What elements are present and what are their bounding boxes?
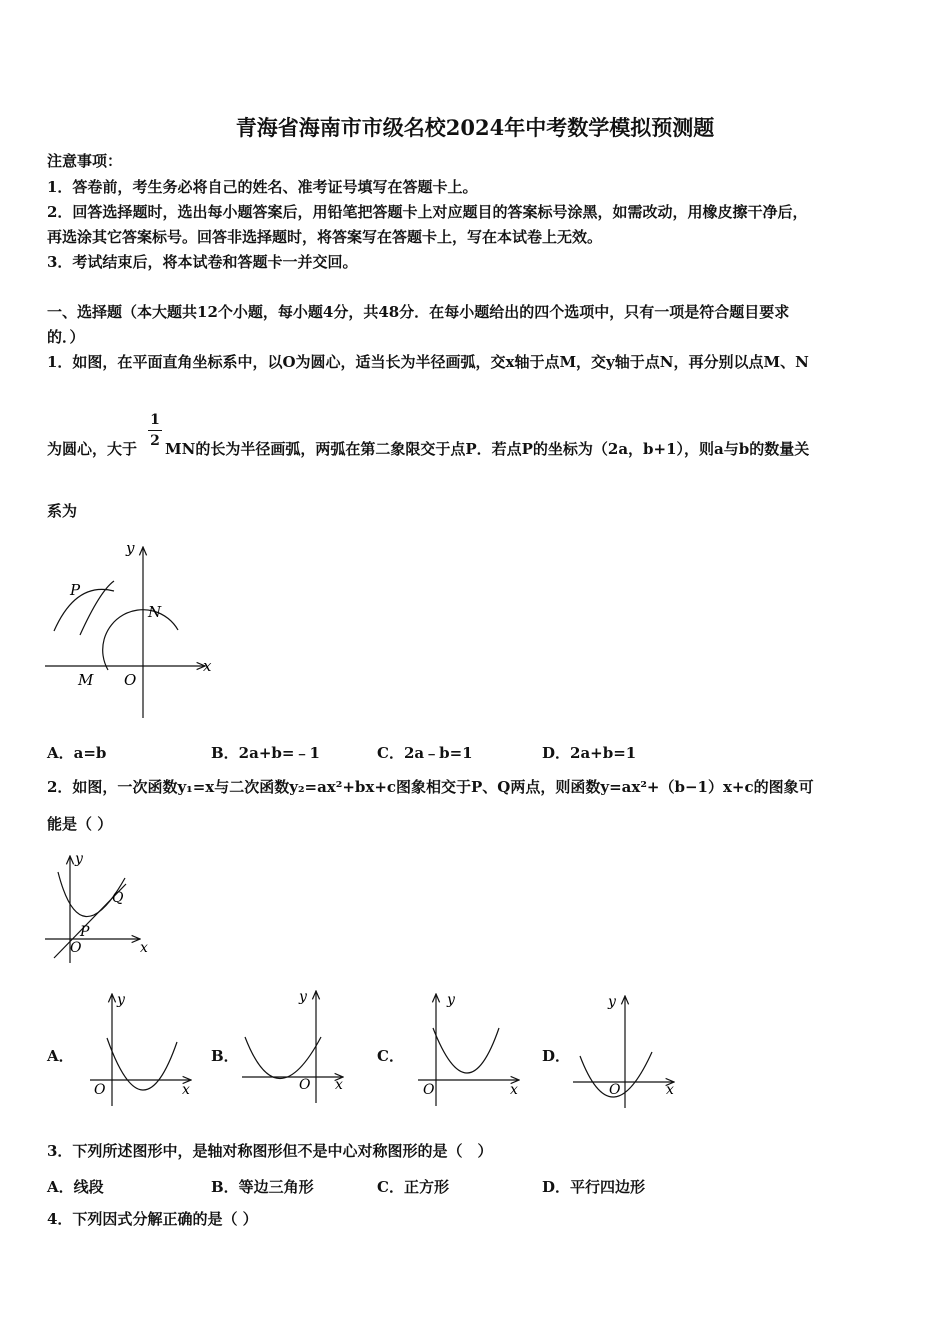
parabola [433, 1028, 499, 1073]
q2-option-c-graph [413, 988, 528, 1110]
fraction-numerator: 1 [150, 412, 160, 428]
section-heading-cont: 的．） [47, 328, 85, 346]
q2-option-a[interactable]: A． [47, 1047, 74, 1065]
svg-text:y: y [299, 989, 307, 1005]
label-m: M [78, 671, 94, 689]
q2-option-b[interactable]: B． [211, 1047, 239, 1065]
svg-text:O: O [299, 1077, 311, 1093]
svg-text:x: x [510, 1082, 518, 1098]
q1-text-line3: 系为 [47, 502, 78, 520]
parabola [245, 1037, 321, 1079]
q1-option-a[interactable]: A．a=b [47, 744, 107, 762]
label-p: P [70, 581, 81, 599]
notice-item-1: 1．答卷前，考生务必将自己的姓名、准考证号填写在答题卡上。 [47, 178, 478, 196]
svg-text:x: x [666, 1082, 674, 1098]
q1-fraction [148, 412, 162, 449]
svg-text:y: y [608, 994, 616, 1010]
q1-text-line2-pre: 为圆心，大于 [47, 440, 138, 458]
q3-option-c[interactable]: C．正方形 [377, 1178, 449, 1196]
q1-text-line2-post: MN的长为半径画弧，两弧在第二象限交于点P．若点P的坐标为（2a，b+1），则a与b的数量关 [165, 440, 810, 458]
label-y: y [126, 539, 135, 557]
q3-text: 3．下列所述图形中，是轴对称图形但不是中心对称图形的是（ ） [47, 1142, 493, 1160]
svg-text:x: x [182, 1082, 190, 1098]
q3-option-a[interactable]: A．线段 [47, 1178, 104, 1196]
q1-text-line1: 1．如图，在平面直角坐标系中，以O为圆心，适当长为半径画弧，交x轴于点M，交y轴于点N，再分别以点M、N [47, 353, 809, 371]
page-title: 青海省海南市市级名校2024年中考数学模拟预测题 [235, 115, 715, 140]
arc-around-origin [103, 610, 178, 670]
svg-text:O: O [609, 1082, 621, 1098]
q2-option-a-graph [85, 988, 200, 1110]
q2-option-d-graph [568, 990, 683, 1112]
q1-option-b[interactable]: B．2a+b=﹣1 [211, 744, 320, 762]
svg-text:x: x [335, 1077, 343, 1093]
label-q: Q [112, 890, 124, 906]
label-x: x [140, 940, 148, 956]
label-y: y [75, 851, 83, 867]
label-o: O [124, 671, 137, 689]
q1-figure [40, 535, 220, 720]
svg-text:O: O [423, 1082, 435, 1098]
label-x: x [203, 657, 212, 675]
label-n: N [148, 603, 162, 621]
label-p: P [80, 924, 90, 940]
q4-text: 4．下列因式分解正确的是（ ） [47, 1210, 258, 1228]
q2-option-d[interactable]: D． [542, 1047, 571, 1065]
svg-text:y: y [117, 992, 125, 1008]
notice-item-2-cont: 再选涂其它答案标号。回答非选择题时，将答案写在答题卡上，写在本试卷上无效。 [47, 228, 603, 246]
q3-option-d[interactable]: D．平行四边形 [542, 1178, 646, 1196]
q2-figure [40, 848, 160, 968]
q1-option-d[interactable]: D．2a+b=1 [542, 744, 637, 762]
q2-option-c[interactable]: C． [377, 1047, 404, 1065]
notice-heading: 注意事项： [47, 152, 123, 170]
label-o: O [70, 940, 82, 956]
q1-option-c[interactable]: C．2a﹣b=1 [377, 744, 473, 762]
arc-from-m [54, 589, 114, 631]
q2-text-line2: 能是（ ） [47, 815, 113, 833]
section-heading: 一、选择题（本大题共12个小题，每小题4分，共48分．在每小题给出的四个选项中，只有一项是符合题目要求 [47, 303, 790, 321]
svg-text:y: y [447, 992, 455, 1008]
notice-item-2: 2．回答选择题时，选出每小题答案后，用铅笔把答题卡上对应题目的答案标号涂黑，如需改动，用橡皮擦干净后， [47, 203, 808, 221]
parabola [107, 1038, 177, 1090]
svg-text:O: O [94, 1082, 106, 1098]
q2-text-line1: 2．如图，一次函数y₁=x与二次函数y₂=ax²+bx+c图象相交于P、Q两点，则函数y=ax²+（b−1）x+c的图象可 [47, 778, 814, 796]
q2-option-b-graph [237, 985, 352, 1107]
fraction-denominator: 2 [150, 433, 160, 449]
q3-option-b[interactable]: B．等边三角形 [211, 1178, 314, 1196]
notice-item-3: 3．考试结束后，将本试卷和答题卡一并交回。 [47, 253, 358, 271]
